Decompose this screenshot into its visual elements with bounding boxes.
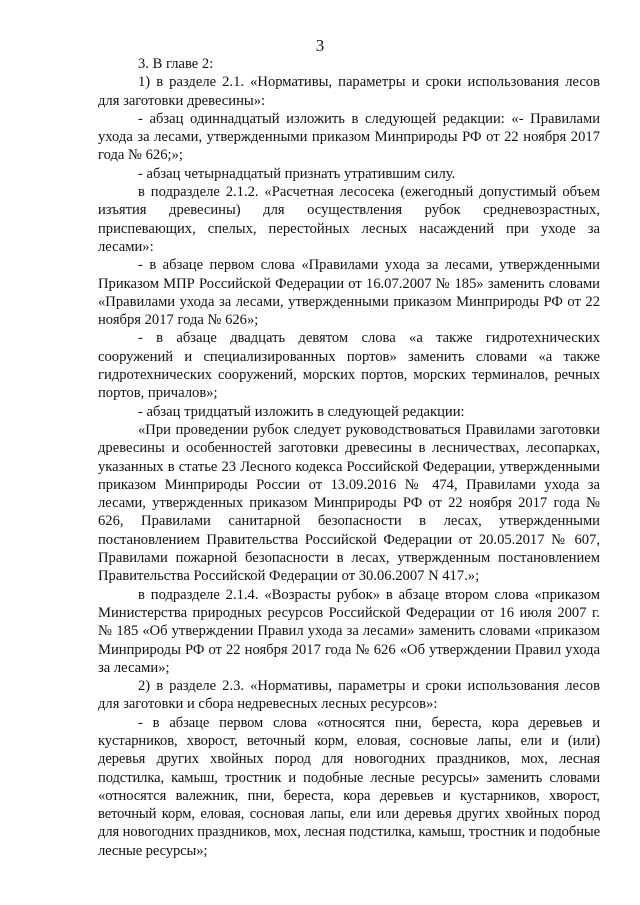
paragraph-29th-abzac: - в абзаце двадцать девятом слова «а также гидротехнических сооружений и специализированных портов» заменить словами «а также гидротехнических сооружений, морских портов, морских терминалов, речных портов, причалов»; — [98, 330, 600, 402]
paragraph-subsection-2-1-4: в подразделе 2.1.4. «Возрасты рубок» в абзаце втором слова «приказом Министерства природных ресурсов Российской Федерации от 16 июля 2007 г. № 185 «Об утверждении Правил ухода за лесами» заменить словами «приказом Минприроды РФ от 22 ноября 2017 года № 626 «Об утверждении Правил ухода за лесами»; — [98, 586, 600, 676]
paragraph-first-abzac-replace: - в абзаце первом слова «Правилами ухода за лесами, утвержденными Приказом МПР Российской Федерации от 16.07.2007 № 185» заменить словами «Правилами ухода за лесами, утвержденными приказом Минприроды РФ от 22 ноября 2017 года № 626»; — [98, 257, 600, 329]
paragraph-11th-abzac: - абзац одиннадцатый изложить в следующей редакции: «- Правилами ухода за лесами, утвержденными приказом Минприроды РФ от 22 ноября 2017 года № 626;»; — [98, 110, 600, 164]
paragraph-30th-abzac: - абзац тридцатый изложить в следующей редакции: — [138, 403, 465, 420]
paragraph-chapter-heading: 3. В главе 2: — [138, 56, 214, 72]
document-body — [98, 55, 600, 860]
paragraph-section-2-3: 2) в разделе 2.3. «Нормативы, параметры и сроки использования лесов для заготовки и сбора недревесных лесных ресурсов»: — [98, 678, 600, 713]
paragraph-non-timber-resources: - в абзаце первом слова «относятся пни, береста, кора деревьев и кустарников, хворост, веточный корм, еловая, сосновые лапы, ели и (или) деревья других хвойных пород для новогодних праздников, мох, лесная подстилка, камыш, тростник и подобные лесные ресурсы» заменить словами «относятся валежник, пни, береста, кора деревьев и кустарников, хворост, веточный корм, еловая, сосновая лапы, ели или деревья других хвойных пород для новогодних праздников, мох, лесная подстилка, камыш, тростник и подобные лесные ресурсы»; — [98, 714, 600, 859]
paragraph-new-wording: «При проведении рубок следует руководствоваться Правилами заготовки древесины и особенностей заготовки древесины в лесничествах, лесопарках, указанных в статье 23 Лесного кодекса Российской Федерации, утвержденными приказом Минприроды России от 13.09.2016 № 474, Правилами ухода за лесами, утвержденных приказом Минприроды РФ от 22 ноября 2017 года № 626, Правилами санитарной безопасности в лесах, утвержденными постановлением Правительства Российской Федерации от 20.05.2017 № 607, Правилами пожарной безопасности в лесах, утвержденным постановлением Правительства Российской Федерации от 30.06.2007 N 417.»; — [98, 421, 600, 585]
page-number: 3 — [315, 36, 325, 55]
paragraph-subsection-2-1-2: в подразделе 2.1.2. «Расчетная лесосека (ежегодный допустимый объем изъятия древесины) для осуществления рубок средневозрастных, приспевающих, спелых, перестойных лесных насаждений при уходе за лесами»: — [98, 184, 600, 255]
paragraph-section-2-1: 1) в разделе 2.1. «Нормативы, параметры и сроки использования лесов для заготовки древесины»: — [98, 74, 600, 109]
paragraph-14th-abzac: - абзац четырнадцатый признать утратившим силу. — [138, 165, 456, 182]
